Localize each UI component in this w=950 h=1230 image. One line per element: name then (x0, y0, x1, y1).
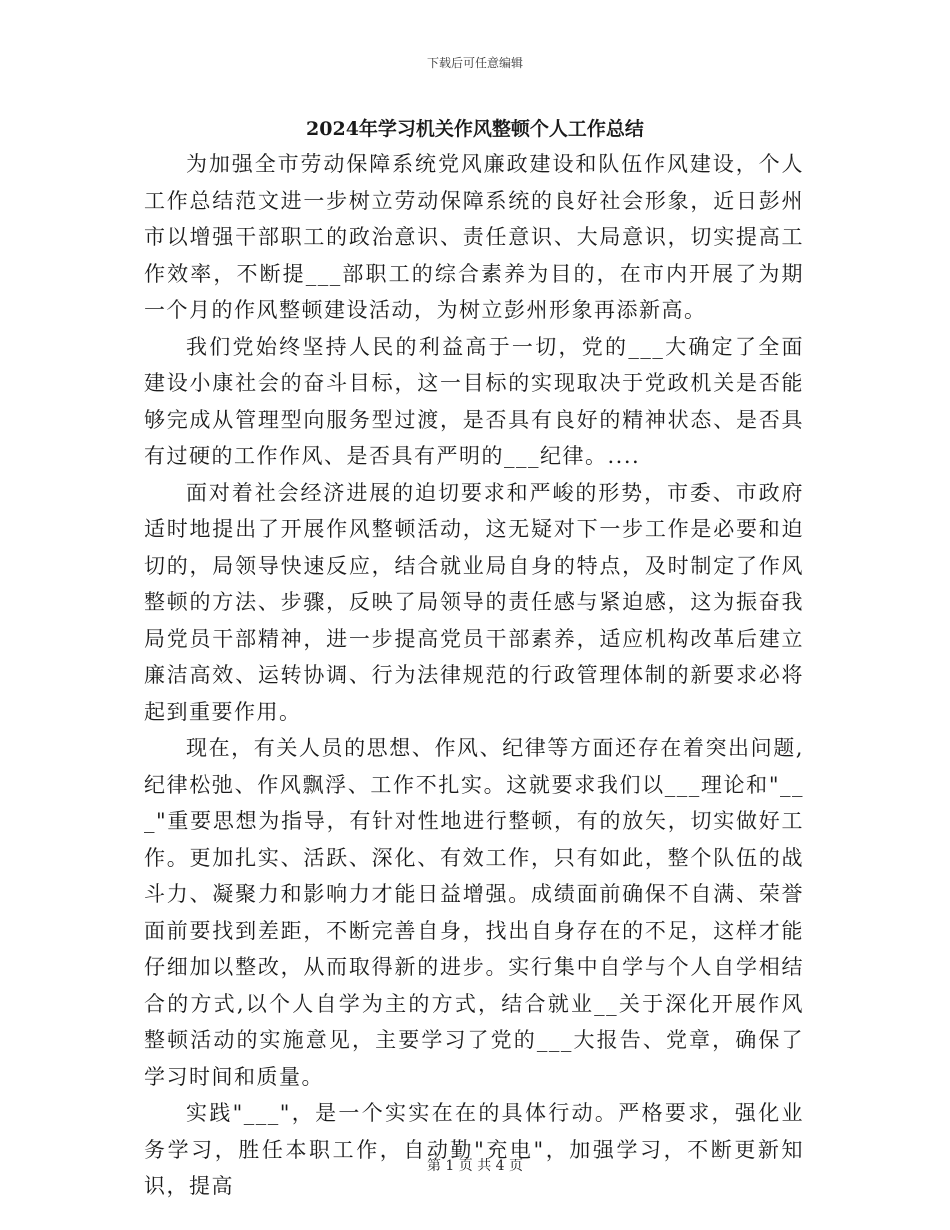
paragraph-5: 实践"___"，是一个实实在在的具体行动。严格要求，强化业务学习，胜任本职工作，自动勤"充电"，加强学习，不断更新知识，提高 (144, 1101, 804, 1198)
paragraph-2: 我们党始终坚持人民的利益高于一切，党的___大确定了全面建设小康社会的奋斗目标，这一目标的实现取决于党政机关是否能够完成从管理型向服务型过渡，是否具有良好的精神状态、是否具有过硬的工作作风、是否具有严明的___纪律。.... (144, 334, 804, 468)
paragraph-1: 为加强全市劳动保障系统党风廉政建设和队伍作风建设，个人工作总结范文进一步树立劳动保障系统的良好社会形象，近日彭州市以增强干部职工的政治意识、责任意识、大局意识，切实提高工作效率，不断提___部职工的综合素养为目的，在市内开展了为期一个月的作风整顿建设活动，为树立彭州形象再添新高。 (144, 152, 804, 322)
paragraph-3: 面对着社会经济进展的迫切要求和严峻的形势，市委、市政府适时地提出了开展作风整顿活动，这无疑对下一步工作是必要和迫切的，局领导快速反应，结合就业局自身的特点，及时制定了作风整顿的方法、步骤，反映了局领导的责任感与紧迫感，这为振奋我局党员干部精神，进一步提高党员干部素养，适应机构改革后建立廉洁高效、运转协调、行为法律规范的行政管理体制的新要求必将起到重要作用。 (144, 480, 804, 724)
header-note: 下载后可任意编辑 (426, 56, 523, 70)
page-number-footer: 第 1 页 共 4 页 (426, 1158, 524, 1174)
document-body (144, 146, 804, 1205)
paragraph-4: 现在，有关人员的思想、作风、纪律等方面还存在着突出问题,纪律松弛、作风飘浮、工作不扎实。这就要求我们以___理论和"___"重要思想为指导，有针对性地进行整顿，有的放矢，切实做好工作。更加扎实、活跃、深化、有效工作，只有如此，整个队伍的战斗力、凝聚力和影响力才能日益增强。成绩面前确保不自满、荣誉面前要找到差距，不断完善自身，找出自身存在的不足，这样才能仔细加以整改，从而取得新的进步。实行集中自学与个人自学相结合的方式,以个人自学为主的方式，结合就业__关于深化开展作风整顿活动的实施意见，主要学习了党的___大报告、党章，确保了学习时间和质量。 (144, 736, 804, 1089)
document-title: 2024年学习机关作风整顿个人工作总结 (306, 118, 644, 140)
